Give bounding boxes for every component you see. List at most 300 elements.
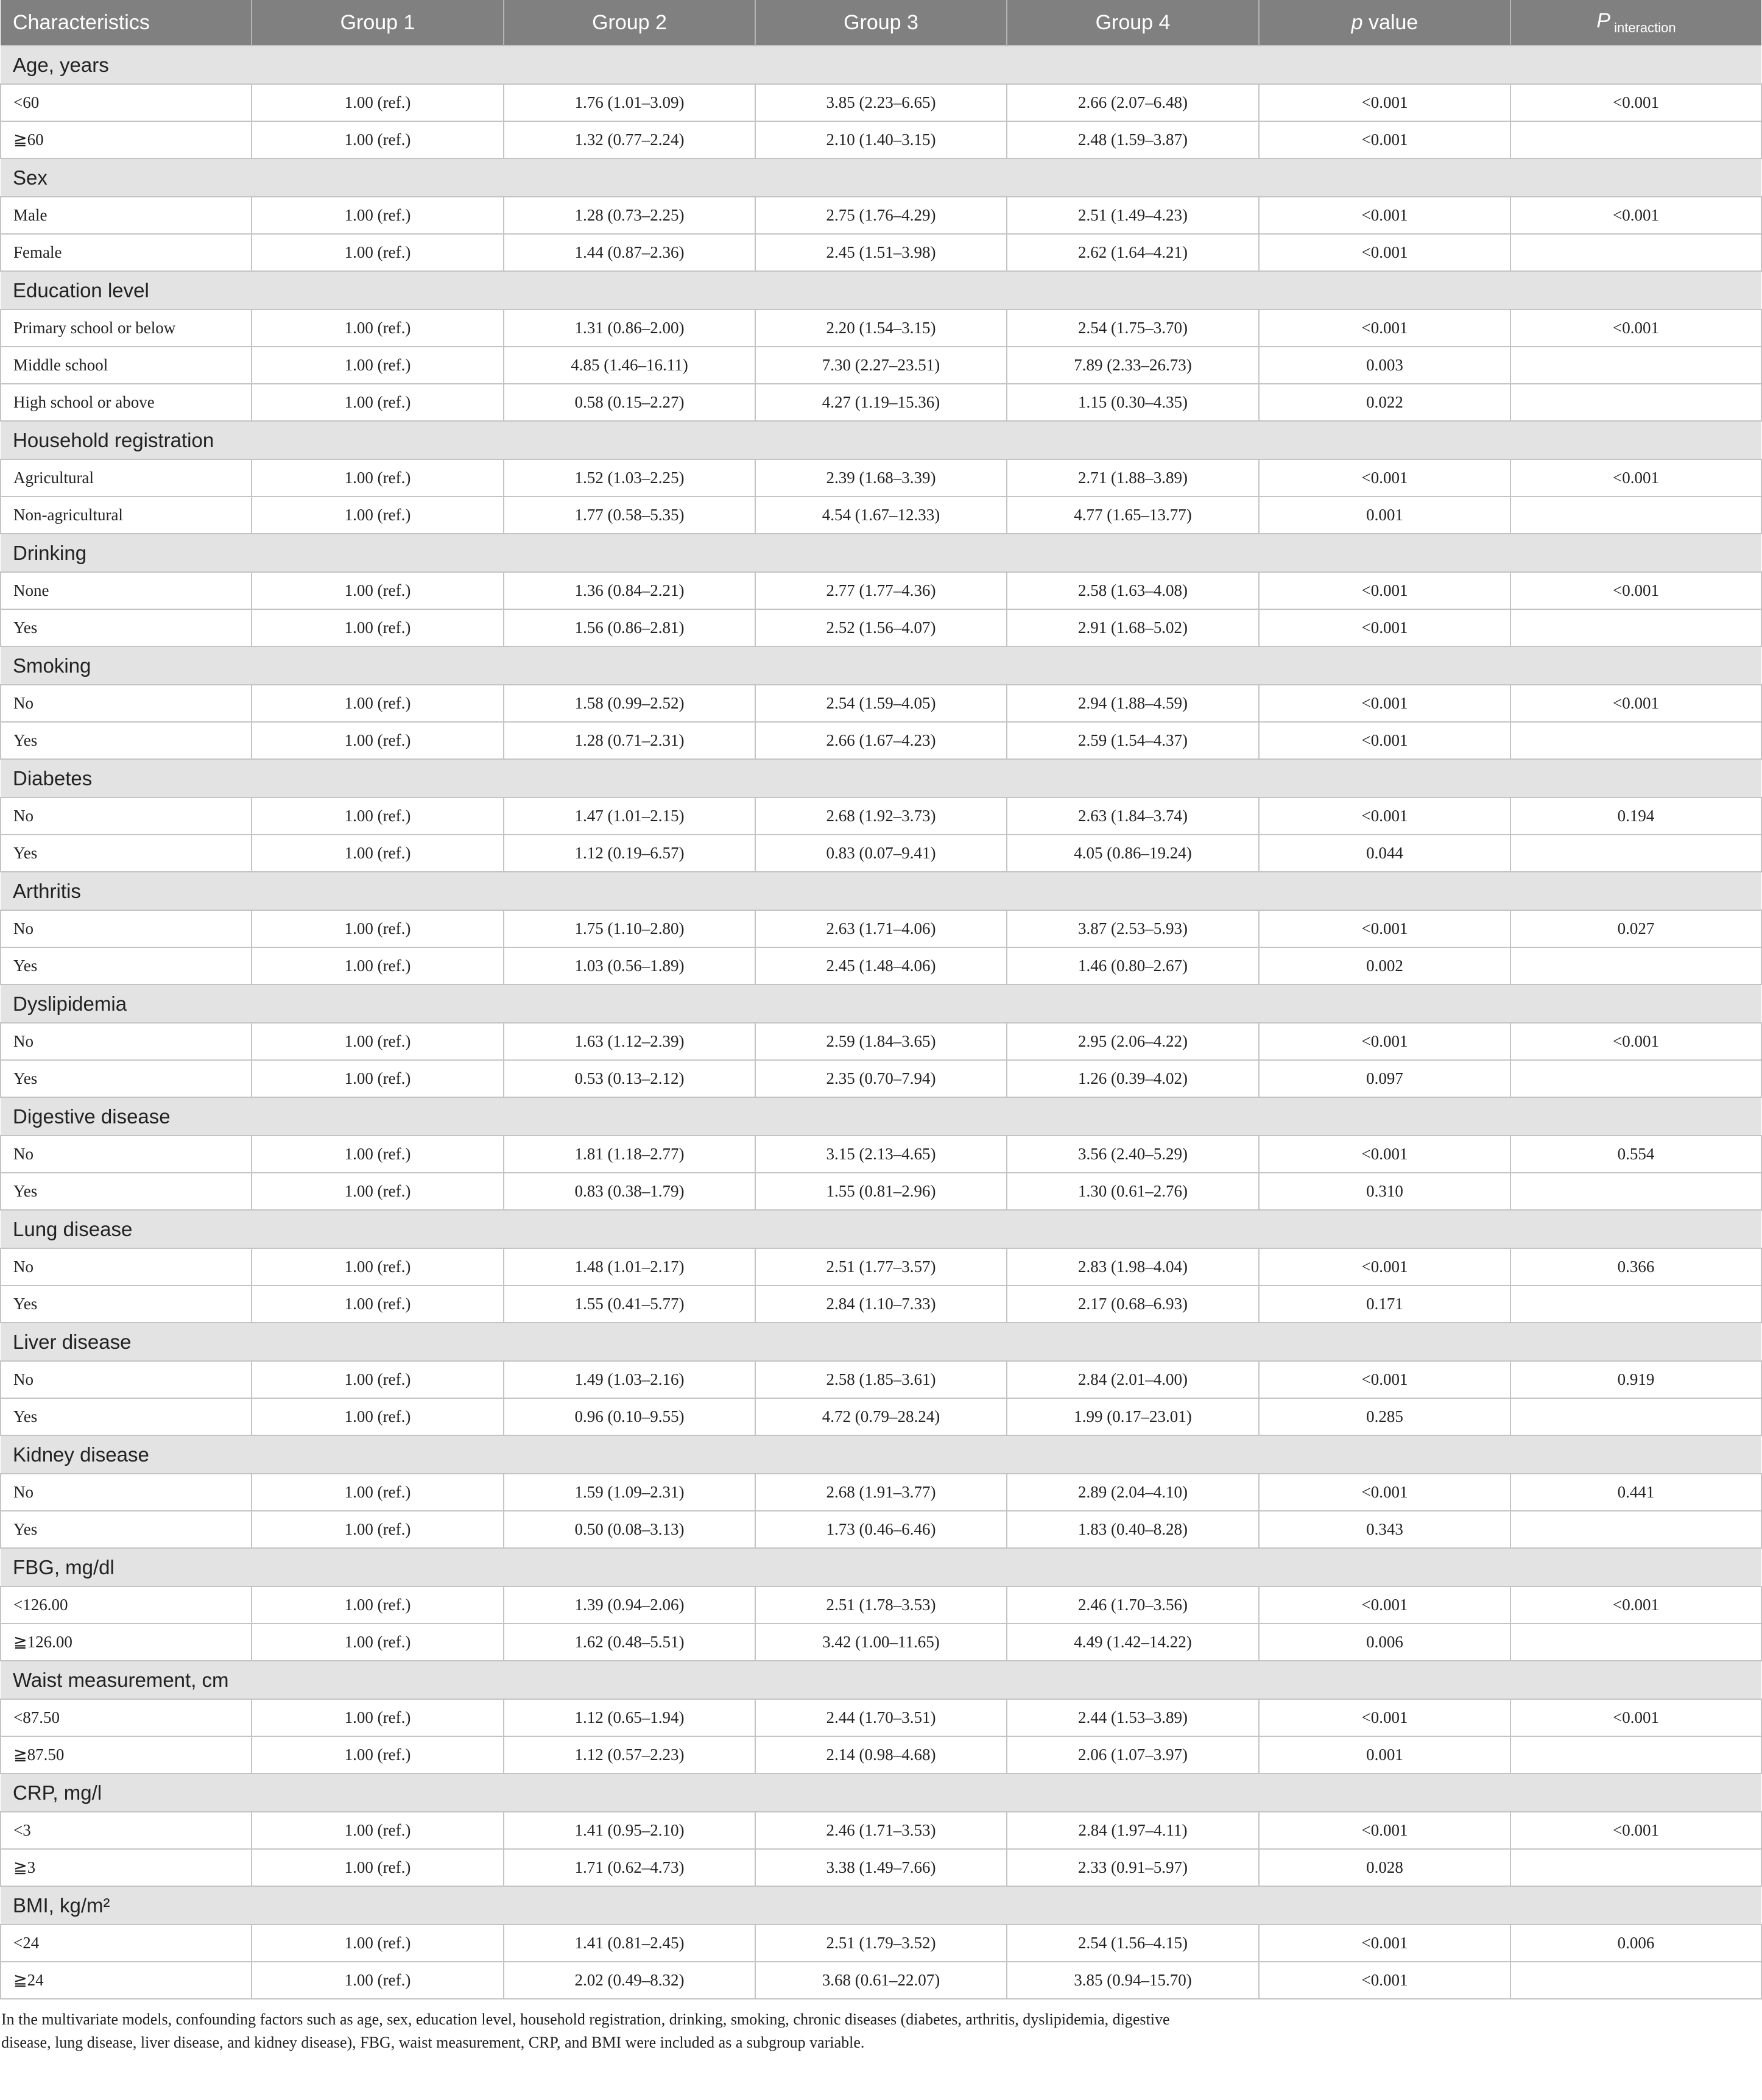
group-4-cell: 2.54 (1.56–4.15) (1007, 1925, 1259, 1962)
table-row (1, 1361, 1761, 1398)
p-value-cell: 0.006 (1259, 1624, 1510, 1661)
table-row (1, 1474, 1761, 1511)
group-2-cell: 1.31 (0.86–2.00) (504, 309, 755, 347)
section-title: Liver disease (1, 1323, 1761, 1361)
p-value-cell: <0.001 (1259, 1136, 1510, 1173)
p-value-cell: <0.001 (1259, 910, 1510, 947)
p-interaction-cell: 0.919 (1510, 1361, 1761, 1398)
group-2-cell: 1.12 (0.57–2.23) (504, 1736, 755, 1773)
p-value-cell: <0.001 (1259, 797, 1510, 835)
group-1-cell: 1.00 (ref.) (252, 797, 504, 835)
table-row (1, 1398, 1761, 1435)
section-title: FBG, mg/dl (1, 1548, 1761, 1586)
group-3-cell: 2.58 (1.85–3.61) (755, 1361, 1007, 1398)
p-interaction-cell (1510, 1060, 1761, 1097)
group-1-cell: 1.00 (ref.) (252, 910, 504, 947)
group-3-cell: 2.46 (1.71–3.53) (755, 1812, 1007, 1849)
section-header-row (1, 1210, 1761, 1248)
group-4-cell: 2.95 (2.06–4.22) (1007, 1023, 1259, 1060)
group-2-cell: 0.96 (0.10–9.55) (504, 1398, 755, 1435)
p-value-cell: <0.001 (1259, 722, 1510, 759)
group-1-cell: 1.00 (ref.) (252, 947, 504, 985)
group-1-cell: 1.00 (ref.) (252, 685, 504, 722)
row-label: None (1, 572, 252, 609)
group-4-cell: 2.06 (1.07–3.97) (1007, 1736, 1259, 1773)
row-label: ≧60 (1, 121, 252, 158)
row-label: Male (1, 197, 252, 234)
group-2-cell: 1.59 (1.09–2.31) (504, 1474, 755, 1511)
group-2-cell: 1.71 (0.62–4.73) (504, 1849, 755, 1886)
group-1-cell: 1.00 (ref.) (252, 121, 504, 158)
group-4-cell: 2.17 (0.68–6.93) (1007, 1285, 1259, 1323)
group-3-cell: 2.77 (1.77–4.36) (755, 572, 1007, 609)
header-p-value (1259, 0, 1510, 46)
p-interaction-cell: 0.366 (1510, 1248, 1761, 1285)
p-value-cell: 0.001 (1259, 497, 1510, 534)
section-header-row (1, 1323, 1761, 1361)
row-label: No (1, 1248, 252, 1285)
table-row (1, 722, 1761, 759)
row-label: No (1, 1361, 252, 1398)
p-value-cell: <0.001 (1259, 459, 1510, 497)
section-header-row (1, 985, 1761, 1023)
p-interaction-cell (1510, 609, 1761, 646)
p-interaction-cell (1510, 1398, 1761, 1435)
group-4-cell: 2.59 (1.54–4.37) (1007, 722, 1259, 759)
section-title: Kidney disease (1, 1435, 1761, 1474)
table-row (1, 384, 1761, 421)
table-footnote: In the multivariate models, confounding factors such as age, sex, education level, household registration, drinking, smoking, chronic diseases (diabetes, arthritis, dyslipidemia, digestive disease, lung disease, liver disease, and kidney disease), FBG, waist measurement, CRP, and BMI were included as a subgroup variable. (1, 2010, 1170, 2051)
p-value-cell: <0.001 (1259, 84, 1510, 121)
group-4-cell: 4.77 (1.65–13.77) (1007, 497, 1259, 534)
table-row (1, 572, 1761, 609)
group-2-cell: 1.52 (1.03–2.25) (504, 459, 755, 497)
group-1-cell: 1.00 (ref.) (252, 347, 504, 384)
group-1-cell: 1.00 (ref.) (252, 1849, 504, 1886)
group-3-cell: 2.63 (1.71–4.06) (755, 910, 1007, 947)
group-3-cell: 3.15 (2.13–4.65) (755, 1136, 1007, 1173)
group-1-cell: 1.00 (ref.) (252, 1361, 504, 1398)
section-header-row (1, 1548, 1761, 1586)
section-title: Arthritis (1, 872, 1761, 910)
group-1-cell: 1.00 (ref.) (252, 1023, 504, 1060)
table-row (1, 1812, 1761, 1849)
group-4-cell: 1.99 (0.17–23.01) (1007, 1398, 1259, 1435)
p-value-cell: 0.022 (1259, 384, 1510, 421)
group-4-cell: 3.87 (2.53–5.93) (1007, 910, 1259, 947)
group-4-cell: 2.94 (1.88–4.59) (1007, 685, 1259, 722)
group-3-cell: 2.45 (1.51–3.98) (755, 234, 1007, 271)
group-1-cell: 1.00 (ref.) (252, 384, 504, 421)
group-1-cell: 1.00 (ref.) (252, 1624, 504, 1661)
group-3-cell: 3.68 (0.61–22.07) (755, 1962, 1007, 1999)
group-4-cell: 2.48 (1.59–3.87) (1007, 121, 1259, 158)
p-value-cell: <0.001 (1259, 1925, 1510, 1962)
p-interaction-cell (1510, 384, 1761, 421)
p-interaction-cell (1510, 1173, 1761, 1210)
p-value-cell: 0.343 (1259, 1511, 1510, 1548)
group-3-cell: 2.51 (1.78–3.53) (755, 1586, 1007, 1624)
p-interaction-cell: <0.001 (1510, 84, 1761, 121)
group-3-cell: 4.27 (1.19–15.36) (755, 384, 1007, 421)
p-interaction-cell (1510, 835, 1761, 872)
group-1-cell: 1.00 (ref.) (252, 1736, 504, 1773)
group-2-cell: 1.75 (1.10–2.80) (504, 910, 755, 947)
p-interaction-cell (1510, 497, 1761, 534)
section-header-row (1, 1097, 1761, 1136)
group-2-cell: 1.44 (0.87–2.36) (504, 234, 755, 271)
section-title: Dyslipidemia (1, 985, 1761, 1023)
p-value-cell: 0.171 (1259, 1285, 1510, 1323)
group-4-cell: 2.71 (1.88–3.89) (1007, 459, 1259, 497)
group-3-cell: 2.51 (1.79–3.52) (755, 1925, 1007, 1962)
section-header-row (1, 759, 1761, 797)
row-label: Female (1, 234, 252, 271)
p-interaction-cell: <0.001 (1510, 1023, 1761, 1060)
header-row (1, 0, 1761, 46)
p-value-cell: 0.285 (1259, 1398, 1510, 1435)
p-value-cell: <0.001 (1259, 121, 1510, 158)
group-1-cell: 1.00 (ref.) (252, 572, 504, 609)
table-row (1, 1624, 1761, 1661)
p-interaction-cell (1510, 1511, 1761, 1548)
row-label: ≧126.00 (1, 1624, 252, 1661)
group-4-cell: 2.62 (1.64–4.21) (1007, 234, 1259, 271)
group-4-cell: 2.63 (1.84–3.74) (1007, 797, 1259, 835)
p-interaction-cell (1510, 234, 1761, 271)
p-interaction-cell: 0.194 (1510, 797, 1761, 835)
table-row (1, 347, 1761, 384)
p-value-cell: <0.001 (1259, 572, 1510, 609)
p-value-cell: 0.097 (1259, 1060, 1510, 1097)
section-title: Age, years (1, 46, 1761, 84)
row-label: <87.50 (1, 1699, 252, 1736)
group-2-cell: 0.53 (0.13–2.12) (504, 1060, 755, 1097)
group-4-cell: 4.49 (1.42–14.22) (1007, 1624, 1259, 1661)
group-2-cell: 1.48 (1.01–2.17) (504, 1248, 755, 1285)
table-row (1, 497, 1761, 534)
group-1-cell: 1.00 (ref.) (252, 1285, 504, 1323)
table-row (1, 121, 1761, 158)
group-4-cell: 2.44 (1.53–3.89) (1007, 1699, 1259, 1736)
table-row (1, 1736, 1761, 1773)
table-row (1, 1699, 1761, 1736)
table-row (1, 84, 1761, 121)
group-4-cell: 2.54 (1.75–3.70) (1007, 309, 1259, 347)
table-row (1, 1173, 1761, 1210)
row-label: No (1, 1474, 252, 1511)
table-row (1, 609, 1761, 646)
group-2-cell: 1.12 (0.19–6.57) (504, 835, 755, 872)
table-row (1, 1248, 1761, 1285)
group-4-cell: 2.89 (2.04–4.10) (1007, 1474, 1259, 1511)
row-label: ≧3 (1, 1849, 252, 1886)
section-header-row (1, 646, 1761, 685)
row-label: No (1, 1136, 252, 1173)
group-2-cell: 1.39 (0.94–2.06) (504, 1586, 755, 1624)
group-3-cell: 2.51 (1.77–3.57) (755, 1248, 1007, 1285)
p-value-cell: <0.001 (1259, 197, 1510, 234)
group-3-cell: 1.55 (0.81–2.96) (755, 1173, 1007, 1210)
p-value-cell: 0.310 (1259, 1173, 1510, 1210)
header-p-interaction-italic: P (1596, 9, 1611, 32)
p-interaction-cell (1510, 347, 1761, 384)
p-interaction-cell: <0.001 (1510, 309, 1761, 347)
header-p-interaction (1510, 0, 1761, 46)
row-label: Primary school or below (1, 309, 252, 347)
group-2-cell: 0.83 (0.38–1.79) (504, 1173, 755, 1210)
group-3-cell: 0.83 (0.07–9.41) (755, 835, 1007, 872)
section-title: Household registration (1, 421, 1761, 459)
p-interaction-cell (1510, 1285, 1761, 1323)
section-header-row (1, 1773, 1761, 1812)
p-interaction-cell: <0.001 (1510, 459, 1761, 497)
group-3-cell: 2.75 (1.76–4.29) (755, 197, 1007, 234)
group-4-cell: 2.66 (2.07–6.48) (1007, 84, 1259, 121)
group-4-cell: 1.26 (0.39–4.02) (1007, 1060, 1259, 1097)
section-title: Smoking (1, 646, 1761, 685)
table-row (1, 1925, 1761, 1962)
group-3-cell: 2.68 (1.91–3.77) (755, 1474, 1007, 1511)
group-3-cell: 2.54 (1.59–4.05) (755, 685, 1007, 722)
row-label: Yes (1, 1285, 252, 1323)
header-group-1: Group 1 (252, 0, 504, 46)
group-2-cell: 1.03 (0.56–1.89) (504, 947, 755, 985)
p-value-cell: <0.001 (1259, 685, 1510, 722)
section-title: BMI, kg/m² (1, 1886, 1761, 1925)
group-3-cell: 3.38 (1.49–7.66) (755, 1849, 1007, 1886)
p-value-cell: <0.001 (1259, 1474, 1510, 1511)
group-4-cell: 3.85 (0.94–15.70) (1007, 1962, 1259, 1999)
group-2-cell: 0.50 (0.08–3.13) (504, 1511, 755, 1548)
group-1-cell: 1.00 (ref.) (252, 609, 504, 646)
row-label: ≧24 (1, 1962, 252, 1999)
p-interaction-cell (1510, 1736, 1761, 1773)
table-row (1, 1136, 1761, 1173)
section-header-row (1, 46, 1761, 84)
group-1-cell: 1.00 (ref.) (252, 497, 504, 534)
table-row (1, 947, 1761, 985)
group-1-cell: 1.00 (ref.) (252, 84, 504, 121)
group-2-cell: 1.28 (0.73–2.25) (504, 197, 755, 234)
group-3-cell: 2.45 (1.48–4.06) (755, 947, 1007, 985)
p-value-cell: 0.003 (1259, 347, 1510, 384)
row-label: <60 (1, 84, 252, 121)
group-1-cell: 1.00 (ref.) (252, 1812, 504, 1849)
group-1-cell: 1.00 (ref.) (252, 234, 504, 271)
table-row (1, 309, 1761, 347)
p-interaction-cell (1510, 1962, 1761, 1999)
group-2-cell: 1.56 (0.86–2.81) (504, 609, 755, 646)
table-body (1, 46, 1761, 1999)
p-interaction-cell (1510, 1849, 1761, 1886)
p-interaction-cell: <0.001 (1510, 685, 1761, 722)
row-label: Agricultural (1, 459, 252, 497)
group-1-cell: 1.00 (ref.) (252, 459, 504, 497)
section-header-row (1, 158, 1761, 197)
section-header-row (1, 271, 1761, 309)
group-2-cell: 0.58 (0.15–2.27) (504, 384, 755, 421)
group-4-cell: 1.83 (0.40–8.28) (1007, 1511, 1259, 1548)
header-group-4: Group 4 (1007, 0, 1259, 46)
header-p-interaction-subscript: interaction (1614, 20, 1676, 35)
header-characteristics: Characteristics (1, 0, 252, 46)
group-3-cell: 4.72 (0.79–28.24) (755, 1398, 1007, 1435)
group-3-cell: 2.68 (1.92–3.73) (755, 797, 1007, 835)
header-group-3: Group 3 (755, 0, 1007, 46)
group-1-cell: 1.00 (ref.) (252, 722, 504, 759)
table-row (1, 797, 1761, 835)
group-4-cell: 2.33 (0.91–5.97) (1007, 1849, 1259, 1886)
group-4-cell: 1.15 (0.30–4.35) (1007, 384, 1259, 421)
group-1-cell: 1.00 (ref.) (252, 1925, 504, 1962)
row-label: <24 (1, 1925, 252, 1962)
group-2-cell: 2.02 (0.49–8.32) (504, 1962, 755, 1999)
group-3-cell: 2.52 (1.56–4.07) (755, 609, 1007, 646)
group-4-cell: 2.46 (1.70–3.56) (1007, 1586, 1259, 1624)
group-1-cell: 1.00 (ref.) (252, 1060, 504, 1097)
group-4-cell: 2.91 (1.68–5.02) (1007, 609, 1259, 646)
p-interaction-cell: <0.001 (1510, 1699, 1761, 1736)
row-label: Yes (1, 609, 252, 646)
section-header-row (1, 534, 1761, 572)
group-3-cell: 2.44 (1.70–3.51) (755, 1699, 1007, 1736)
group-3-cell: 3.85 (2.23–6.65) (755, 84, 1007, 121)
row-label: Non-agricultural (1, 497, 252, 534)
group-3-cell: 2.84 (1.10–7.33) (755, 1285, 1007, 1323)
row-label: Yes (1, 1511, 252, 1548)
group-4-cell: 7.89 (2.33–26.73) (1007, 347, 1259, 384)
group-1-cell: 1.00 (ref.) (252, 1173, 504, 1210)
table-row (1, 910, 1761, 947)
table-row (1, 234, 1761, 271)
row-label: Yes (1, 1060, 252, 1097)
row-label: No (1, 685, 252, 722)
group-3-cell: 4.54 (1.67–12.33) (755, 497, 1007, 534)
row-label: Yes (1, 835, 252, 872)
p-value-cell: 0.028 (1259, 1849, 1510, 1886)
header-p-value-rest: value (1362, 10, 1418, 34)
p-value-cell: <0.001 (1259, 609, 1510, 646)
group-4-cell: 3.56 (2.40–5.29) (1007, 1136, 1259, 1173)
section-title: CRP, mg/l (1, 1773, 1761, 1812)
section-header-row (1, 1661, 1761, 1699)
p-value-cell: 0.001 (1259, 1736, 1510, 1773)
row-label: High school or above (1, 384, 252, 421)
group-4-cell: 2.58 (1.63–4.08) (1007, 572, 1259, 609)
row-label: Middle school (1, 347, 252, 384)
header-group-2: Group 2 (504, 0, 755, 46)
section-header-row (1, 872, 1761, 910)
group-1-cell: 1.00 (ref.) (252, 1511, 504, 1548)
section-header-row (1, 1435, 1761, 1474)
group-3-cell: 2.35 (0.70–7.94) (755, 1060, 1007, 1097)
p-interaction-cell: 0.441 (1510, 1474, 1761, 1511)
group-2-cell: 1.62 (0.48–5.51) (504, 1624, 755, 1661)
section-title: Digestive disease (1, 1097, 1761, 1136)
group-4-cell: 2.51 (1.49–4.23) (1007, 197, 1259, 234)
group-1-cell: 1.00 (ref.) (252, 1398, 504, 1435)
p-interaction-cell: <0.001 (1510, 1812, 1761, 1849)
group-1-cell: 1.00 (ref.) (252, 309, 504, 347)
group-2-cell: 1.28 (0.71–2.31) (504, 722, 755, 759)
section-title: Diabetes (1, 759, 1761, 797)
p-interaction-cell (1510, 722, 1761, 759)
p-value-cell: <0.001 (1259, 1699, 1510, 1736)
section-title: Waist measurement, cm (1, 1661, 1761, 1699)
table-row (1, 459, 1761, 497)
p-value-cell: <0.001 (1259, 309, 1510, 347)
p-value-cell: <0.001 (1259, 1023, 1510, 1060)
group-3-cell: 2.14 (0.98–4.68) (755, 1736, 1007, 1773)
p-value-cell: 0.044 (1259, 835, 1510, 872)
table-row (1, 1962, 1761, 1999)
group-3-cell: 3.42 (1.00–11.65) (755, 1624, 1007, 1661)
section-title: Education level (1, 271, 1761, 309)
row-label: No (1, 1023, 252, 1060)
row-label: Yes (1, 1398, 252, 1435)
table-row (1, 1060, 1761, 1097)
group-1-cell: 1.00 (ref.) (252, 1136, 504, 1173)
table-row (1, 1023, 1761, 1060)
row-label: Yes (1, 722, 252, 759)
p-value-cell: <0.001 (1259, 1586, 1510, 1624)
group-4-cell: 4.05 (0.86–19.24) (1007, 835, 1259, 872)
p-interaction-cell: 0.554 (1510, 1136, 1761, 1173)
table-row (1, 1586, 1761, 1624)
group-2-cell: 1.12 (0.65–1.94) (504, 1699, 755, 1736)
section-header-row (1, 1886, 1761, 1925)
p-interaction-cell: 0.027 (1510, 910, 1761, 947)
p-interaction-cell: <0.001 (1510, 572, 1761, 609)
group-2-cell: 1.55 (0.41–5.77) (504, 1285, 755, 1323)
section-header-row (1, 421, 1761, 459)
row-label: No (1, 910, 252, 947)
group-1-cell: 1.00 (ref.) (252, 1248, 504, 1285)
p-value-cell: <0.001 (1259, 1812, 1510, 1849)
p-interaction-cell: 0.006 (1510, 1925, 1761, 1962)
section-title: Sex (1, 158, 1761, 197)
group-2-cell: 1.47 (1.01–2.15) (504, 797, 755, 835)
group-3-cell: 2.10 (1.40–3.15) (755, 121, 1007, 158)
section-title: Drinking (1, 534, 1761, 572)
p-interaction-cell (1510, 947, 1761, 985)
group-1-cell: 1.00 (ref.) (252, 1474, 504, 1511)
group-2-cell: 1.41 (0.81–2.45) (504, 1925, 755, 1962)
group-4-cell: 1.46 (0.80–2.67) (1007, 947, 1259, 985)
row-label: No (1, 797, 252, 835)
table-row (1, 685, 1761, 722)
row-label: Yes (1, 947, 252, 985)
table-row (1, 1849, 1761, 1886)
group-1-cell: 1.00 (ref.) (252, 1586, 504, 1624)
group-2-cell: 1.32 (0.77–2.24) (504, 121, 755, 158)
row-label: ≧87.50 (1, 1736, 252, 1773)
p-value-cell: 0.002 (1259, 947, 1510, 985)
p-interaction-cell (1510, 1624, 1761, 1661)
group-3-cell: 2.66 (1.67–4.23) (755, 722, 1007, 759)
group-2-cell: 1.63 (1.12–2.39) (504, 1023, 755, 1060)
row-label: <3 (1, 1812, 252, 1849)
row-label: Yes (1, 1173, 252, 1210)
p-value-cell: <0.001 (1259, 1248, 1510, 1285)
group-3-cell: 7.30 (2.27–23.51) (755, 347, 1007, 384)
group-4-cell: 2.84 (1.97–4.11) (1007, 1812, 1259, 1849)
group-1-cell: 1.00 (ref.) (252, 1699, 504, 1736)
group-4-cell: 2.84 (2.01–4.00) (1007, 1361, 1259, 1398)
group-4-cell: 1.30 (0.61–2.76) (1007, 1173, 1259, 1210)
group-2-cell: 1.36 (0.84–2.21) (504, 572, 755, 609)
